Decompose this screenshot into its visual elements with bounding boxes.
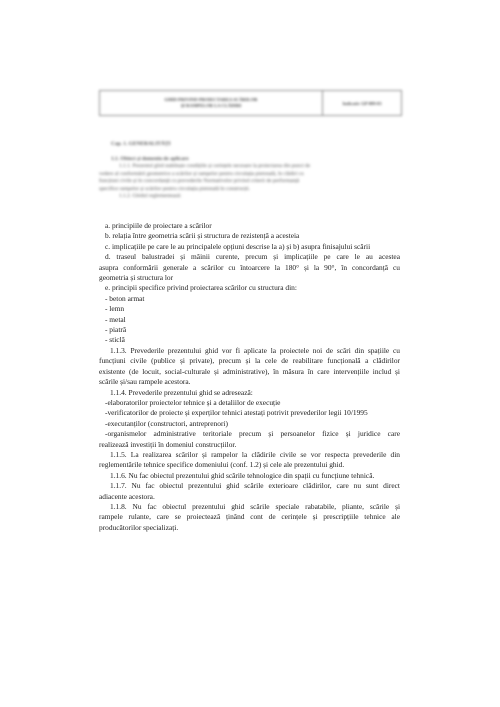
material-item: - beton armat	[105, 293, 145, 303]
paragraph-line: 1.1.4. Prevederile prezentului ghid se adresează:	[110, 387, 253, 397]
paragraph-line: rampele rulante, care se proiectează ținând cont de cerințele și prescripțiile tehnice ale	[99, 512, 400, 522]
paragraph-line: 1.1.6. Nu fac obiectul prezentului ghid scările tehnologice din spații cu funcțiune tehnică.	[110, 470, 375, 480]
document-header-table	[99, 90, 402, 116]
blurred-subheading: 1.1.2. Ghidul reglementează:	[119, 193, 182, 200]
chapter-heading: Cap. 1. GENERALITĂȚI	[111, 141, 171, 147]
section-heading: 1.1. Obiect și domeniu de aplicare	[111, 156, 189, 162]
material-item: - lemn	[105, 304, 125, 314]
list-item: e. principii specifice privind proiectarea scărilor cu structura din:	[105, 283, 297, 293]
paragraph-line: 1.1.3. Prevederile prezentului ghid vor fi aplicate la proiectele noi de scări din spațiile cu	[110, 345, 400, 355]
blurred-line: 1.1.1. Prezentul ghid stabilește condițiile și cerințele necesare la proiectarea din punct de	[119, 163, 311, 170]
list-item: -organismelor administrative teritoriale precum și persoanelor fizice și juridice care	[105, 429, 400, 439]
header-title-line-2: ȘI RAMPELOR LA CLĂDIRI	[180, 103, 242, 108]
paragraph-line: asupra conformării generale a scărilor cu întoarcere la 180° și la 90°, în concordanță cu	[99, 262, 400, 272]
paragraph-line: adiacente acestora.	[99, 491, 155, 501]
header-code: Indicativ GP 089-03	[342, 100, 382, 106]
header-title-cell	[100, 91, 323, 115]
paragraph-line: existente (de locuit, social-culturale și administrative), în măsura în care intervențiile includ și	[99, 366, 400, 376]
document-body	[99, 221, 400, 533]
header-title-line-1: GHID PRIVIND PROIECTAREA SCĂRILOR	[164, 97, 258, 102]
paragraph-line: producătorilor specializați.	[99, 522, 179, 532]
blurred-line: funcțiuni civile și în concordanță cu prevederile Normativelor privind criterii de performanță	[99, 178, 300, 185]
paragraph-line: realizează investiții în domeniul construcțiilor.	[99, 439, 237, 449]
paragraph-line: 1.1.7. Nu fac obiectul prezentului ghid scările exterioare clădirilor, care nu sunt direct	[110, 481, 400, 491]
material-item: - sticlă	[105, 335, 125, 345]
blurred-line: specifice rampelor și scărilor pentru circulația pietonală în construcții.	[99, 185, 251, 192]
list-item: -verificatorilor de proiecte și experților tehnici atestați potrivit prevederilor legii 10/1995	[105, 408, 368, 418]
header-code-cell	[323, 91, 401, 115]
paragraph-line: 1.1.8. Nu fac obiectul prezentului ghid scările speciale rabatabile, pliante, scările și	[110, 501, 400, 511]
list-item: b. relația între geometria scării și structura de rezistență a acesteia	[105, 231, 300, 241]
list-item: d. traseul balustradei și mâinii curente, precum și implicațiile pe care le au acestea	[105, 252, 400, 262]
blurred-line: vedere al conformării geometrice a scărilor și rampelor pentru circulația pietonală, în clădiri cu	[99, 170, 304, 177]
list-item: a. principiile de proiectare a scărilor	[105, 221, 212, 230]
paragraph-line: 1.1.5. La realizarea scărilor și rampelor la clădirile civile se vor respecta prevederile din	[110, 449, 400, 459]
material-item: - metal	[105, 314, 126, 324]
paragraph-line: funcțiuni civile (publice și private), precum și la cele de reabilitare funcțională a clădirilor	[99, 356, 400, 366]
paragraph-line: reglementările tehnice specifice domeniului (conf. 1.2) și cele ale prezentului ghid.	[99, 460, 345, 470]
list-item: -executanților (constructori, antreprenori)	[105, 418, 228, 428]
chapter-heading-block	[99, 141, 400, 148]
list-item: c. implicațiile pe care le au principalele opțiuni descrise la a) și b) asupra finisajului scării	[105, 241, 371, 251]
blurred-intro-block	[99, 156, 400, 200]
list-item: -elaboratorilor proiectelor tehnice și a detaliilor de execuție	[105, 397, 281, 407]
material-item: - piatră	[105, 325, 127, 335]
paragraph-line: geometria și structura lor	[99, 273, 174, 283]
paragraph-line: scările și/sau rampele acestora.	[99, 377, 191, 387]
